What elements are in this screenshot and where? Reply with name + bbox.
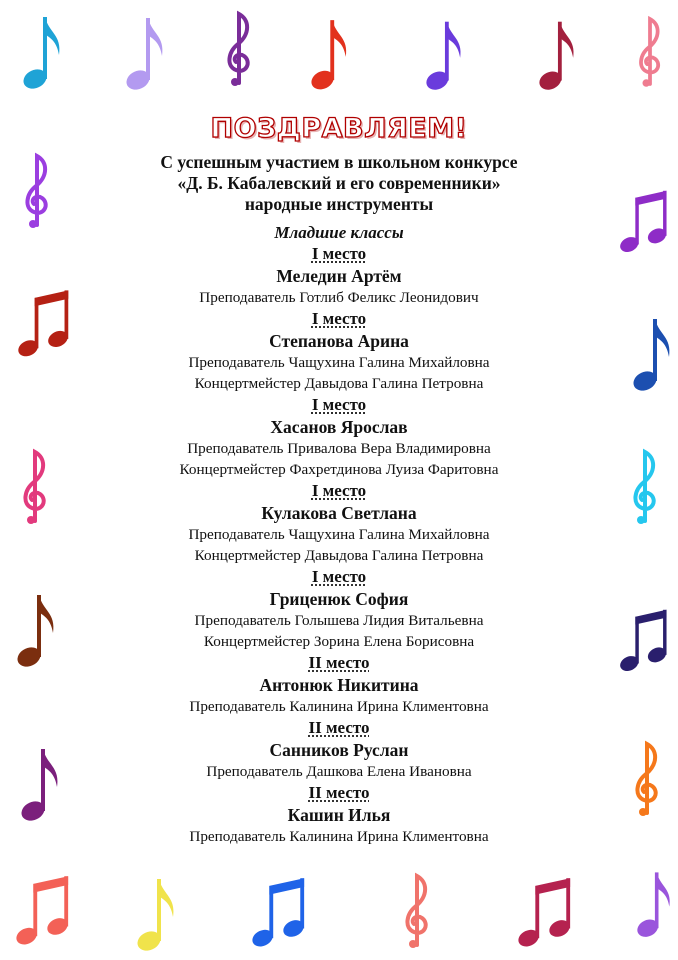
eighth-note-icon xyxy=(538,14,576,94)
page-title: ПОЗДРАВЛЯЕМ! xyxy=(210,113,468,144)
winner-name: Хасанов Ярослав xyxy=(270,417,408,437)
place-label: I место xyxy=(311,244,367,263)
treble-clef-icon xyxy=(634,12,666,90)
winner-entry xyxy=(90,243,588,308)
teacher-line: Преподаватель Калинина Ирина Климентовна xyxy=(189,828,489,845)
place-label: II место xyxy=(308,783,370,802)
treble-clef-icon xyxy=(222,8,256,88)
intro-line-2: «Д. Б. Кабалевский и его современники» xyxy=(177,173,501,193)
place-label: II место xyxy=(308,653,370,672)
place-label: I место xyxy=(311,309,367,328)
place-label: II место xyxy=(308,718,370,737)
teacher-line: Преподаватель Голышева Лидия Витальевна xyxy=(194,612,484,629)
teacher-line: Преподаватель Калинина Ирина Климентовна xyxy=(189,698,489,715)
winner-entry xyxy=(90,308,588,394)
certificate-content xyxy=(90,112,588,847)
winner-entry xyxy=(90,480,588,566)
accompanist-line: Концертмейстер Давыдова Галина Петровна xyxy=(194,375,484,392)
teacher-line: Преподаватель Чащухина Галина Михайловна xyxy=(188,526,490,543)
accompanist-line: Концертмейстер Фахретдинова Луиза Фаритовна xyxy=(179,461,499,478)
winner-entry xyxy=(90,652,588,717)
eighth-note-icon xyxy=(125,12,185,92)
teacher-line: Преподаватель Дашкова Елена Ивановна xyxy=(206,763,472,780)
treble-clef-icon xyxy=(400,868,434,952)
winner-name: Кулакова Светлана xyxy=(261,503,417,523)
beamed-notes-icon xyxy=(250,872,308,954)
teacher-line: Преподаватель Чащухина Галина Михайловна xyxy=(188,354,490,371)
winner-entry xyxy=(90,566,588,652)
treble-clef-icon xyxy=(630,738,664,818)
eighth-note-icon xyxy=(16,588,56,670)
eighth-note-icon xyxy=(22,10,62,92)
category-heading: Младшие классы xyxy=(274,223,404,242)
eighth-note-icon xyxy=(136,872,176,954)
accompanist-line: Концертмейстер Давыдова Галина Петровна xyxy=(194,547,484,564)
winner-entry xyxy=(90,782,588,847)
winner-name: Степанова Арина xyxy=(269,331,409,351)
intro-line-1: С успешным участием в школьном конкурсе xyxy=(160,152,518,172)
eighth-note-icon xyxy=(632,312,672,394)
eighth-note-icon xyxy=(636,862,672,944)
beamed-notes-icon xyxy=(14,870,72,952)
winner-name: Гриценюк София xyxy=(269,589,409,609)
place-label: I место xyxy=(311,481,367,500)
treble-clef-icon xyxy=(20,150,54,230)
intro-line-3: народные инструменты xyxy=(244,194,434,214)
place-label: I место xyxy=(311,395,367,414)
winner-entry xyxy=(90,394,588,480)
beamed-notes-icon xyxy=(618,182,670,262)
treble-clef-icon xyxy=(628,446,662,526)
teacher-line: Преподаватель Привалова Вера Владимировна xyxy=(187,440,491,457)
beamed-notes-icon xyxy=(618,600,670,682)
winner-name: Антонюк Никитина xyxy=(259,675,419,695)
winner-name: Кашин Илья xyxy=(287,805,391,825)
eighth-note-icon xyxy=(425,14,463,94)
winner-entry xyxy=(90,717,588,782)
eighth-note-icon xyxy=(20,742,60,824)
winner-name: Санников Руслан xyxy=(269,740,409,760)
place-label: I место xyxy=(311,567,367,586)
winner-name: Меледин Артём xyxy=(276,266,402,286)
eighth-note-icon xyxy=(310,14,368,92)
treble-clef-icon xyxy=(18,446,52,526)
teacher-line: Преподаватель Готлиб Феликс Леонидович xyxy=(199,289,479,306)
beamed-notes-icon xyxy=(16,284,72,364)
accompanist-line: Концертмейстер Зорина Елена Борисовна xyxy=(203,633,475,650)
beamed-notes-icon xyxy=(516,872,574,954)
